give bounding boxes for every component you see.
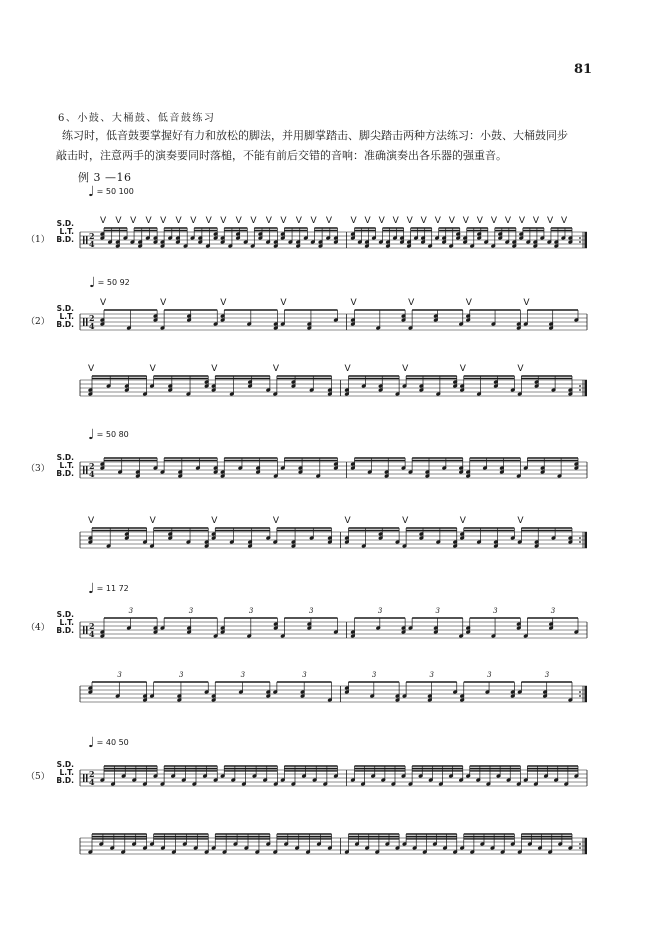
tuplet-number: 3: [240, 671, 246, 679]
accent-mark: V: [402, 516, 409, 526]
accent-mark: V: [465, 298, 472, 308]
accent-mark: V: [408, 298, 415, 308]
intro-line-1: 练习时，低音鼓要掌握好有力和放松的脚法，并用脚掌踏击、脚尖踏击两种方法练习：小鼓、大桶鼓同步: [62, 129, 568, 142]
accent-mark: V: [350, 298, 357, 308]
time-signature-bottom: 4: [89, 469, 95, 479]
repeat-dot: [579, 537, 581, 539]
accent-mark: V: [523, 298, 530, 308]
accent-mark: V: [517, 516, 524, 526]
accent-mark: V: [518, 216, 526, 226]
tempo-marking-1: ♩ = 50 100: [88, 184, 134, 200]
accent-mark: V: [211, 516, 218, 526]
quarter-note-icon: ♩: [88, 581, 95, 597]
accent-mark: V: [115, 216, 122, 226]
accent-mark: V: [88, 516, 95, 526]
tuplet-number: 3: [128, 607, 134, 615]
time-signature-bottom: 4: [89, 239, 95, 249]
accent-mark: V: [344, 516, 351, 526]
instrument-labels-1: S.D. L.T. B.D.: [56, 219, 74, 244]
time-signature-bottom: 4: [89, 777, 95, 787]
accent-mark: V: [406, 216, 413, 226]
accent-mark: V: [504, 216, 512, 226]
percussion-clef-icon: [86, 626, 88, 634]
instrument-labels-2: S.D. L.T. B.D.: [56, 304, 74, 329]
repeat-dot: [579, 241, 581, 243]
accent-mark: V: [272, 516, 280, 526]
accent-mark: V: [517, 364, 524, 374]
repeat-dot: [579, 389, 581, 391]
example-label: 例 3 —16: [78, 171, 132, 184]
time-signature-top: 2: [89, 313, 95, 323]
accent-mark: V: [265, 216, 272, 226]
tempo-marking-2: ♩ = 50 92: [89, 275, 130, 291]
percussion-clef-icon: [86, 318, 88, 326]
tuplet-number: 3: [302, 671, 307, 679]
instrument-labels-3: S.D. L.T. B.D.: [56, 453, 74, 478]
accent-mark: V: [310, 216, 317, 226]
repeat-dot: [579, 385, 581, 387]
accent-mark: V: [100, 298, 107, 308]
percussion-clef-icon: [83, 626, 85, 634]
accent-mark: V: [420, 216, 427, 226]
exercise-number-1: （1）: [26, 235, 50, 245]
repeat-dot: [579, 847, 581, 849]
accent-mark: V: [344, 364, 351, 374]
tuplet-number: 3: [429, 671, 434, 679]
accent-mark: V: [459, 516, 466, 526]
percussion-clef-icon: [83, 318, 85, 326]
accent-mark: V: [490, 216, 497, 226]
accent-mark: V: [476, 216, 483, 226]
instrument-labels-4: S.D. L.T. B.D.: [56, 610, 74, 635]
accent-mark: V: [175, 216, 182, 226]
repeat-dot: [579, 237, 581, 239]
accent-mark: V: [88, 364, 95, 374]
accent-mark: V: [364, 216, 371, 226]
accent-mark: V: [434, 216, 441, 226]
instrument-labels-5: S.D. L.T. B.D.: [56, 760, 74, 785]
accent-mark: V: [149, 364, 156, 374]
accent-mark: V: [459, 364, 466, 374]
tuplet-number: 3: [371, 671, 377, 679]
percussion-clef-icon: [86, 236, 88, 244]
repeat-dot: [579, 691, 581, 693]
tuplet-number: 3: [117, 671, 122, 679]
final-bar-thick: [585, 838, 588, 854]
time-signature-top: 2: [89, 231, 95, 241]
percussion-clef-icon: [86, 466, 88, 474]
accent-mark: V: [160, 216, 167, 226]
accent-mark: V: [130, 216, 137, 226]
exercise-number-4: （4）: [26, 623, 50, 633]
accent-mark: V: [160, 298, 167, 308]
percussion-clef-icon: [83, 236, 85, 244]
accent-mark: V: [462, 216, 469, 226]
section-heading: 6、小鼓、大桶鼓、低音鼓练习: [58, 113, 216, 124]
tuplet-number: 3: [188, 607, 194, 615]
repeat-dot: [579, 695, 581, 697]
accent-mark: V: [280, 216, 287, 226]
final-bar-thick: [585, 380, 588, 396]
accent-mark: V: [211, 364, 218, 374]
final-bar-thick: [585, 232, 588, 248]
accent-mark: V: [190, 216, 197, 226]
tempo-marking-5: ♩ = 40 50: [88, 735, 129, 751]
tempo-marking-4: ♩ = 11 72: [88, 581, 129, 597]
tuplet-number: 3: [377, 607, 383, 615]
accent-mark: V: [149, 516, 156, 526]
accent-mark: V: [402, 364, 409, 374]
tuplet-number: 3: [550, 607, 556, 615]
time-signature-bottom: 4: [89, 629, 95, 639]
repeat-dot: [579, 541, 581, 543]
tuplet-number: 3: [308, 607, 314, 615]
intro-line-2: 敲击时，注意两手的演奏要同时落槌，不能有前后交错的音响：准确演奏出各乐器的强重音。: [56, 149, 507, 162]
page-number: 81: [574, 62, 593, 77]
accent-mark: V: [378, 216, 385, 226]
accent-mark: V: [560, 216, 568, 226]
time-signature-bottom: 4: [89, 321, 95, 331]
accent-mark: V: [100, 216, 107, 226]
tuplet-number: 3: [487, 671, 492, 679]
time-signature-top: 2: [89, 621, 95, 631]
accent-mark: V: [272, 364, 280, 374]
accent-mark: V: [532, 216, 540, 226]
tuplet-number: 3: [435, 607, 440, 615]
accent-mark: V: [235, 216, 242, 226]
percussion-clef-icon: [83, 774, 85, 782]
accent-mark: V: [325, 216, 332, 226]
quarter-note-icon: ♩: [88, 184, 95, 200]
quarter-note-icon: ♩: [88, 735, 95, 751]
tuplet-number: 3: [544, 671, 550, 679]
accent-mark: V: [220, 216, 227, 226]
exercise-number-3: （3）: [26, 464, 50, 474]
tuplet-number: 3: [178, 671, 184, 679]
repeat-dot: [579, 843, 581, 845]
accent-mark: V: [448, 216, 455, 226]
time-signature-top: 2: [89, 769, 95, 779]
accent-mark: V: [280, 298, 287, 308]
tuplet-number: 3: [493, 607, 498, 615]
tempo-marking-3: ♩ = 50 80: [88, 427, 129, 443]
accent-mark: V: [220, 298, 227, 308]
exercise-number-5: （5）: [26, 772, 50, 782]
quarter-note-icon: ♩: [88, 427, 95, 443]
tuplet-number: 3: [248, 607, 254, 615]
accent-mark: V: [295, 216, 302, 226]
accent-mark: V: [350, 216, 357, 226]
final-bar-thick: [585, 532, 588, 548]
accent-mark: V: [546, 216, 554, 226]
time-signature-top: 2: [89, 461, 95, 471]
quarter-note-icon: ♩: [89, 275, 96, 291]
accent-mark: V: [392, 216, 399, 226]
exercise-number-2: （2）: [26, 317, 50, 327]
final-bar-thick: [585, 686, 588, 702]
accent-mark: V: [250, 216, 257, 226]
percussion-clef-icon: [86, 774, 88, 782]
percussion-clef-icon: [83, 466, 85, 474]
accent-mark: V: [205, 216, 212, 226]
accent-mark: V: [145, 216, 152, 226]
